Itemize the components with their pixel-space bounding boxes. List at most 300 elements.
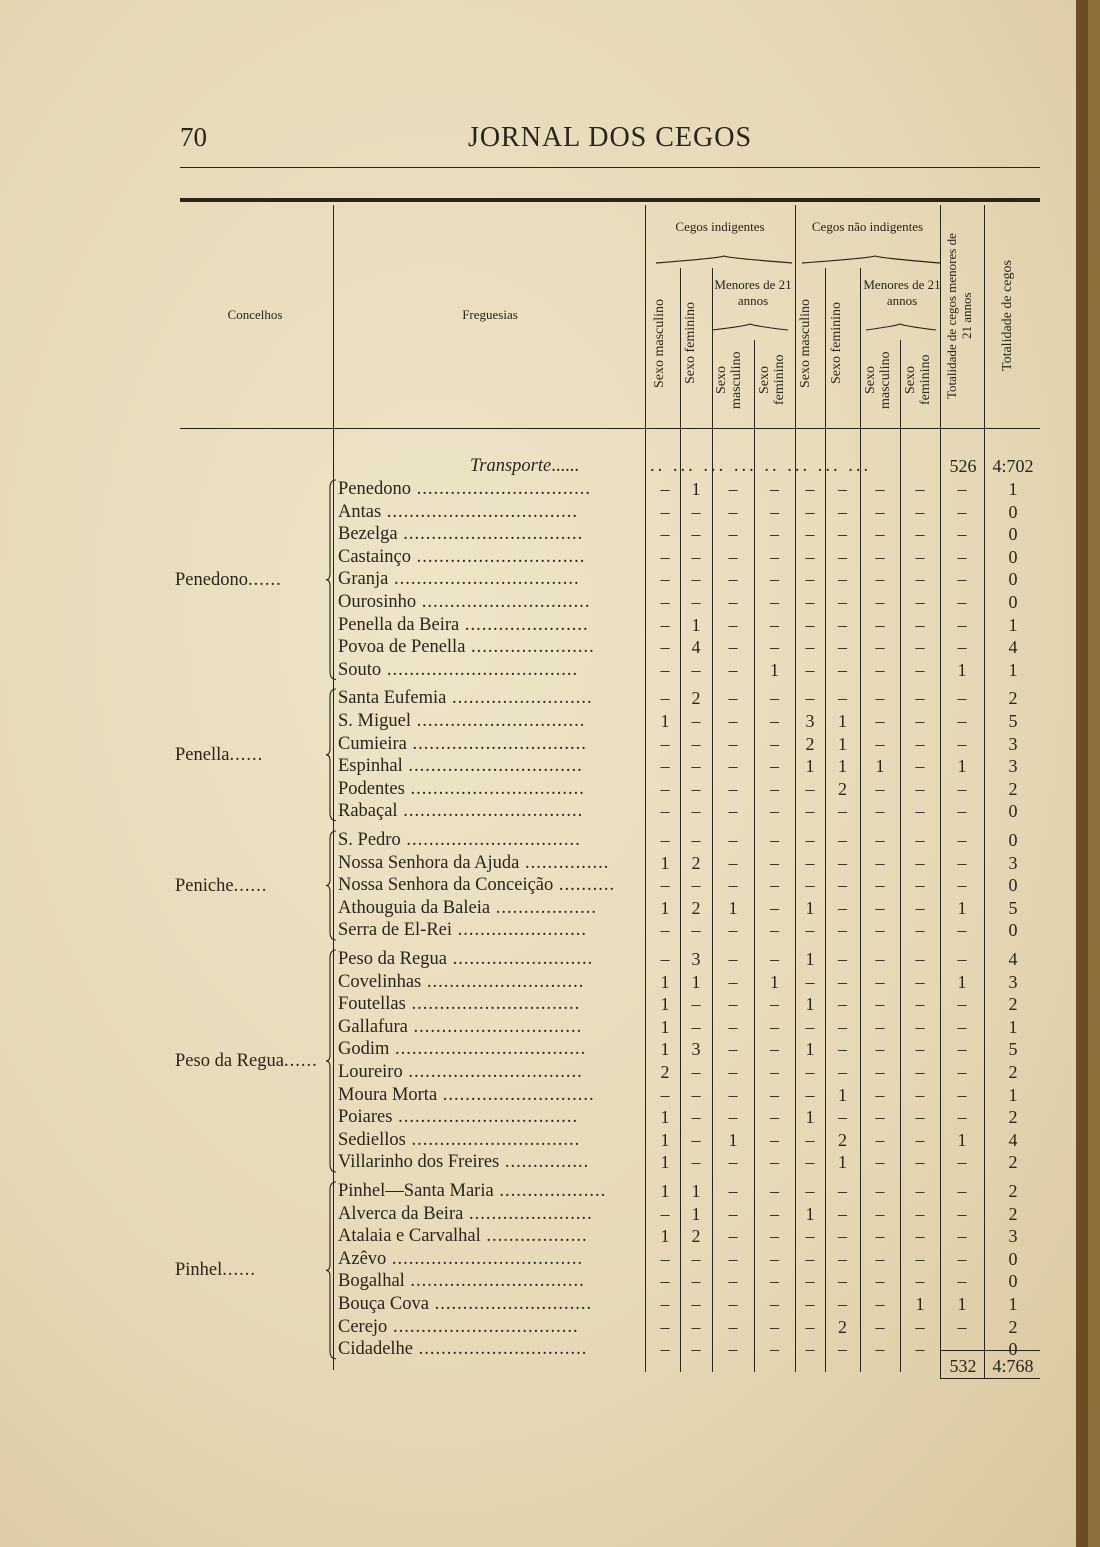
- count-cell: 1: [838, 733, 847, 754]
- count-cell: –: [957, 1226, 967, 1247]
- count-cell: –: [770, 801, 779, 822]
- count-cell: –: [691, 1271, 701, 1292]
- header-concelhos: Concelhos: [227, 307, 283, 322]
- count-cell: –: [957, 1181, 967, 1201]
- count-cell: –: [805, 688, 815, 709]
- count-cell: –: [915, 711, 925, 731]
- count-cell: –: [728, 479, 738, 499]
- count-cell: –: [915, 1152, 925, 1173]
- count-cell: –: [660, 920, 670, 941]
- count-cell: –: [691, 920, 701, 941]
- grand-menores-total: 532: [949, 1356, 977, 1376]
- count-cell: –: [875, 801, 885, 822]
- count-cell: –: [838, 524, 847, 545]
- count-cell: –: [957, 1152, 967, 1173]
- grand-total: 4:768: [992, 1356, 1034, 1376]
- count-cell: –: [805, 971, 815, 992]
- count-cell: –: [691, 711, 701, 731]
- count-cell: –: [660, 569, 670, 590]
- count-cell: 1: [805, 1203, 815, 1224]
- count-cell: –: [728, 756, 738, 777]
- freguesia-label: Rabaçal: [338, 801, 398, 822]
- concelho-label: Peniche: [175, 875, 234, 896]
- count-cell: –: [728, 688, 738, 709]
- count-cell: –: [770, 592, 779, 612]
- count-cell: –: [805, 637, 815, 658]
- count-cell: –: [805, 1152, 815, 1173]
- count-cell: –: [660, 1294, 670, 1314]
- count-cell: 1: [838, 756, 847, 777]
- header-rule: [180, 167, 1040, 168]
- count-cell: –: [691, 875, 701, 896]
- count-cell: 2: [691, 688, 701, 709]
- count-cell: –: [957, 994, 967, 1015]
- freguesia-name: Podentes ...............................: [338, 778, 585, 799]
- row-total-cell: 1: [1008, 479, 1018, 499]
- count-cell: –: [770, 920, 779, 941]
- count-cell: 1: [660, 1181, 670, 1201]
- freguesia-label: Espinhal: [338, 756, 403, 777]
- count-cell: –: [875, 1226, 885, 1247]
- table-header-rule: [180, 428, 1040, 429]
- count-cell: –: [691, 830, 701, 850]
- count-cell: 1: [805, 1039, 815, 1060]
- freguesia-label: Pinhel—Santa Maria: [338, 1181, 494, 1201]
- count-cell: –: [875, 592, 885, 612]
- transporte-total: 4:702: [992, 456, 1034, 476]
- count-cell: 1: [728, 1129, 738, 1150]
- freguesia-name: Villarinho dos Freires ...............: [338, 1152, 590, 1173]
- row-total-cell: 0: [1008, 592, 1018, 612]
- count-cell: –: [770, 1107, 779, 1128]
- count-cell: –: [838, 1107, 847, 1128]
- freguesia-name: Castainço ..............................: [338, 546, 586, 567]
- count-cell: 2: [838, 778, 847, 799]
- header-menores-indigentes: Menores de 21 annos: [714, 277, 792, 308]
- count-cell: –: [691, 1016, 701, 1037]
- count-cell: –: [915, 920, 925, 941]
- count-cell: –: [691, 501, 701, 522]
- count-cell: –: [915, 688, 925, 709]
- count-cell: –: [838, 688, 847, 709]
- count-cell: –: [660, 1316, 670, 1337]
- count-cell: –: [805, 1271, 815, 1292]
- count-cell: –: [838, 1271, 847, 1292]
- count-cell: –: [770, 1084, 779, 1105]
- row-total-cell: 2: [1008, 1203, 1018, 1224]
- count-cell: –: [957, 852, 967, 873]
- row-total-cell: 0: [1008, 546, 1018, 567]
- count-cell: –: [957, 524, 967, 545]
- count-cell: –: [957, 875, 967, 896]
- freguesia-name: Ourosinho ..............................: [338, 592, 591, 612]
- freguesia-name: Azêvo ..................................: [338, 1248, 584, 1269]
- freguesia-label: Santa Eufemia: [338, 688, 447, 709]
- row-total-cell: 5: [1008, 1039, 1018, 1060]
- row-total-cell: 2: [1008, 994, 1018, 1015]
- freguesia-label: Nossa Senhora da Conceição: [338, 875, 554, 896]
- freguesia-name: Bouça Cova ............................: [338, 1294, 593, 1314]
- count-cell: –: [915, 501, 925, 522]
- count-cell: 1: [660, 1129, 670, 1150]
- freguesia-name: Moura Morta ...........................: [338, 1084, 595, 1105]
- count-cell: –: [691, 1152, 701, 1173]
- header-totalidade: Totalidade de cegos: [1000, 260, 1015, 372]
- freguesia-label: Loureiro: [338, 1062, 403, 1082]
- header-ind-menores-masculino: Sexo masculino: [714, 351, 744, 409]
- count-cell: –: [838, 994, 847, 1015]
- freguesia-name: Peso da Regua .........................: [338, 949, 594, 969]
- freguesia-name: Antas ..................................: [338, 501, 579, 522]
- count-cell: –: [728, 1152, 738, 1173]
- count-cell: –: [770, 637, 779, 658]
- header-nind-menores-masculino: Sexo masculino: [863, 351, 893, 409]
- row-total-cell: 0: [1008, 569, 1018, 590]
- freguesia-label: Antas: [338, 501, 382, 522]
- count-cell: –: [770, 1039, 779, 1060]
- count-cell: –: [691, 1084, 701, 1105]
- count-cell: –: [875, 711, 885, 731]
- count-cell: –: [728, 659, 738, 680]
- count-cell: –: [728, 1016, 738, 1037]
- count-cell: –: [838, 546, 847, 567]
- group-brace: [326, 478, 338, 681]
- count-cell: –: [875, 852, 885, 873]
- count-cell: –: [957, 569, 967, 590]
- count-cell: –: [957, 479, 967, 499]
- concelho-label: Penedono: [175, 569, 248, 590]
- count-cell: –: [660, 1203, 670, 1224]
- count-cell: –: [691, 994, 701, 1015]
- count-cell: –: [915, 852, 925, 873]
- count-cell: –: [805, 659, 815, 680]
- count-cell: –: [957, 501, 967, 522]
- row-total-cell: 1: [1008, 659, 1018, 680]
- freguesia-label: Alverca da Beira: [338, 1203, 464, 1224]
- count-cell: –: [838, 801, 847, 822]
- count-cell: –: [728, 1248, 738, 1269]
- row-total-cell: 4: [1008, 1129, 1018, 1150]
- header-nind-menores-feminino: Sexo feminino: [903, 354, 933, 406]
- count-cell: –: [728, 524, 738, 545]
- count-cell: –: [957, 1016, 967, 1037]
- row-total-cell: 3: [1008, 852, 1018, 873]
- column-divider: [645, 205, 646, 1372]
- count-cell: –: [957, 949, 967, 969]
- row-total-cell: 4: [1008, 637, 1018, 658]
- count-cell: –: [875, 1039, 885, 1060]
- row-total-cell: 0: [1008, 1248, 1018, 1269]
- count-cell: –: [875, 524, 885, 545]
- count-cell: –: [957, 1039, 967, 1060]
- count-cell: –: [770, 1226, 779, 1247]
- freguesia-label: Cidadelhe: [338, 1339, 414, 1360]
- count-cell: –: [691, 1339, 701, 1360]
- count-cell: 1: [957, 971, 967, 992]
- count-cell: –: [957, 733, 967, 754]
- group-brace: [326, 687, 338, 823]
- count-cell: –: [770, 1129, 779, 1150]
- page-header: [180, 122, 1040, 162]
- row-total-cell: 4: [1008, 949, 1018, 969]
- count-cell: –: [875, 546, 885, 567]
- freguesia-name: Nossa Senhora da Ajuda ...............: [338, 852, 610, 873]
- count-cell: –: [838, 1248, 847, 1269]
- count-cell: –: [691, 756, 701, 777]
- count-cell: –: [838, 830, 847, 850]
- count-cell: –: [728, 1181, 738, 1201]
- freguesia-name: Poiares ................................: [338, 1107, 579, 1128]
- count-cell: 1: [838, 711, 847, 731]
- freguesia-label: Bogalhal: [338, 1271, 405, 1292]
- count-cell: –: [875, 1181, 885, 1201]
- freguesia-name: Atalaia e Carvalhal ..................: [338, 1226, 588, 1247]
- count-cell: –: [915, 897, 925, 918]
- row-total-cell: 0: [1008, 830, 1018, 850]
- row-total-cell: 1: [1008, 1016, 1018, 1037]
- freguesia-label: Penedono: [338, 479, 411, 499]
- count-cell: –: [838, 1039, 847, 1060]
- count-cell: –: [875, 688, 885, 709]
- count-cell: –: [660, 733, 670, 754]
- count-cell: 1: [957, 659, 967, 680]
- count-cell: 1: [875, 756, 885, 777]
- count-cell: –: [660, 614, 670, 635]
- transporte-menores-total: 526: [949, 456, 977, 476]
- count-cell: –: [660, 637, 670, 658]
- count-cell: –: [875, 1062, 885, 1082]
- count-cell: –: [805, 1129, 815, 1150]
- concelho-name: Peniche......: [175, 875, 268, 896]
- header-nind-sexo-feminino: Sexo feminino: [829, 301, 844, 385]
- count-cell: 2: [838, 1129, 847, 1150]
- count-cell: –: [770, 524, 779, 545]
- freguesia-label: Foutellas: [338, 994, 406, 1015]
- count-cell: 2: [691, 1226, 701, 1247]
- page-number: 70: [180, 122, 207, 152]
- count-cell: –: [957, 614, 967, 635]
- count-cell: –: [915, 637, 925, 658]
- row-total-cell: 0: [1008, 920, 1018, 941]
- freguesia-label: Atalaia e Carvalhal: [338, 1226, 481, 1247]
- count-cell: –: [957, 1203, 967, 1224]
- row-total-cell: 3: [1008, 733, 1018, 754]
- freguesia-label: Cerejo: [338, 1316, 388, 1337]
- count-cell: –: [875, 778, 885, 799]
- count-cell: –: [915, 1016, 925, 1037]
- count-cell: –: [691, 1294, 701, 1314]
- count-cell: –: [805, 1016, 815, 1037]
- freguesia-label: Souto: [338, 659, 382, 680]
- count-cell: –: [805, 1316, 815, 1337]
- count-cell: –: [805, 524, 815, 545]
- count-cell: –: [805, 830, 815, 850]
- count-cell: –: [875, 479, 885, 499]
- freguesia-name: Cidadelhe ..............................: [338, 1339, 588, 1360]
- count-cell: –: [691, 524, 701, 545]
- row-total-cell: 0: [1008, 801, 1018, 822]
- count-cell: 1: [728, 897, 738, 918]
- freguesia-name: Souto ..................................: [338, 659, 579, 680]
- row-total-cell: 1: [1008, 614, 1018, 635]
- freguesia-name: Godim ..................................: [338, 1039, 587, 1060]
- count-cell: –: [691, 592, 701, 612]
- concelho-label: Peso da Regua: [175, 1051, 284, 1071]
- count-cell: –: [875, 1271, 885, 1292]
- count-cell: 2: [838, 1316, 847, 1337]
- count-cell: –: [691, 569, 701, 590]
- group-brace: [326, 948, 338, 1174]
- count-cell: –: [875, 875, 885, 896]
- freguesia-name: Gallafura ..............................: [338, 1016, 583, 1037]
- count-cell: –: [805, 778, 815, 799]
- freguesia-label: Sediellos: [338, 1129, 406, 1150]
- count-cell: 1: [691, 479, 701, 499]
- count-cell: –: [875, 1203, 885, 1224]
- count-cell: –: [770, 1271, 779, 1292]
- count-cell: 1: [770, 659, 779, 680]
- row-total-cell: 1: [1008, 1084, 1018, 1105]
- concelho-name: Pinhel......: [175, 1260, 257, 1281]
- count-cell: –: [875, 659, 885, 680]
- count-cell: –: [915, 994, 925, 1015]
- count-cell: –: [660, 546, 670, 567]
- freguesia-name: S. Miguel ..............................: [338, 711, 586, 731]
- count-cell: –: [728, 1084, 738, 1105]
- count-cell: 3: [805, 711, 815, 731]
- count-cell: –: [915, 1129, 925, 1150]
- row-total-cell: 5: [1008, 897, 1018, 918]
- count-cell: –: [660, 688, 670, 709]
- count-cell: –: [728, 852, 738, 873]
- count-cell: –: [915, 875, 925, 896]
- count-cell: 2: [805, 733, 815, 754]
- count-cell: –: [875, 733, 885, 754]
- row-total-cell: 2: [1008, 1152, 1018, 1173]
- count-cell: –: [728, 949, 738, 969]
- count-cell: –: [770, 1294, 779, 1314]
- count-cell: –: [770, 1181, 779, 1201]
- header-cegos-nao-indigentes: Cegos não indigentes: [811, 219, 924, 234]
- row-total-cell: 2: [1008, 1107, 1018, 1128]
- count-cell: 1: [838, 1152, 847, 1173]
- freguesia-name: Cumieira ...............................: [338, 733, 587, 754]
- count-cell: –: [875, 1294, 885, 1314]
- count-cell: –: [691, 1248, 701, 1269]
- count-cell: –: [915, 524, 925, 545]
- count-cell: –: [838, 875, 847, 896]
- count-cell: –: [770, 1316, 779, 1337]
- count-cell: –: [770, 852, 779, 873]
- count-cell: –: [660, 949, 670, 969]
- count-cell: 1: [660, 1016, 670, 1037]
- count-cell: –: [875, 994, 885, 1015]
- row-total-cell: 0: [1008, 524, 1018, 545]
- count-cell: –: [805, 1062, 815, 1082]
- count-cell: –: [805, 501, 815, 522]
- row-total-cell: 3: [1008, 756, 1018, 777]
- count-cell: –: [770, 546, 779, 567]
- count-cell: –: [660, 1084, 670, 1105]
- count-cell: –: [770, 711, 779, 731]
- count-cell: –: [770, 875, 779, 896]
- count-cell: –: [770, 1152, 779, 1173]
- count-cell: 1: [660, 1152, 670, 1173]
- count-cell: –: [957, 1316, 967, 1337]
- row-total-cell: 0: [1008, 501, 1018, 522]
- count-cell: –: [838, 592, 847, 612]
- count-cell: –: [660, 592, 670, 612]
- count-cell: –: [915, 479, 925, 499]
- freguesia-name: Bogalhal ...............................: [338, 1271, 585, 1292]
- count-cell: –: [691, 1107, 701, 1128]
- count-cell: –: [838, 637, 847, 658]
- freguesia-name: Penedono ...............................: [338, 479, 591, 499]
- count-cell: –: [915, 569, 925, 590]
- freguesia-label: Gallafura: [338, 1016, 408, 1037]
- count-cell: –: [770, 479, 779, 499]
- count-cell: –: [728, 637, 738, 658]
- totals-rule: [940, 1350, 1040, 1351]
- count-cell: –: [838, 897, 847, 918]
- count-cell: –: [838, 971, 847, 992]
- freguesia-name: Athouguia da Baleia ..................: [338, 897, 597, 918]
- count-cell: –: [875, 949, 885, 969]
- count-cell: –: [957, 778, 967, 799]
- count-cell: –: [770, 949, 779, 969]
- count-cell: –: [660, 1271, 670, 1292]
- freguesia-name: Sediellos ..............................: [338, 1129, 581, 1150]
- count-cell: –: [915, 1339, 925, 1360]
- freguesia-label: Penella da Beira: [338, 614, 460, 635]
- count-cell: –: [728, 1107, 738, 1128]
- count-cell: –: [660, 501, 670, 522]
- count-cell: –: [875, 1248, 885, 1269]
- count-cell: –: [805, 1226, 815, 1247]
- count-cell: –: [915, 1084, 925, 1105]
- header-ind-sexo-masculino: Sexo masculino: [652, 298, 667, 388]
- count-cell: –: [770, 501, 779, 522]
- count-cell: –: [660, 659, 670, 680]
- count-cell: –: [875, 501, 885, 522]
- count-cell: –: [838, 1016, 847, 1037]
- freguesia-label: Covelinhas: [338, 971, 422, 992]
- count-cell: –: [838, 949, 847, 969]
- count-cell: 1: [660, 711, 670, 731]
- count-cell: 1: [957, 1294, 967, 1314]
- count-cell: –: [838, 920, 847, 941]
- count-cell: –: [875, 830, 885, 850]
- page-edge: [1076, 0, 1088, 1547]
- count-cell: –: [770, 1016, 779, 1037]
- concelho-name: Penedono......: [175, 569, 282, 590]
- count-cell: 1: [805, 994, 815, 1015]
- count-cell: –: [770, 1248, 779, 1269]
- count-cell: 1: [660, 852, 670, 873]
- concelho-name: Peso da Regua......: [175, 1051, 318, 1071]
- count-cell: –: [875, 1152, 885, 1173]
- count-cell: –: [660, 756, 670, 777]
- count-cell: –: [957, 592, 967, 612]
- row-total-cell: 3: [1008, 1226, 1018, 1247]
- count-cell: –: [691, 801, 701, 822]
- freguesia-label: Peso da Regua: [338, 949, 447, 969]
- count-cell: 2: [660, 1062, 670, 1082]
- count-cell: –: [875, 971, 885, 992]
- freguesia-name: Santa Eufemia .........................: [338, 688, 593, 709]
- count-cell: 4: [691, 637, 701, 658]
- count-cell: 2: [691, 897, 701, 918]
